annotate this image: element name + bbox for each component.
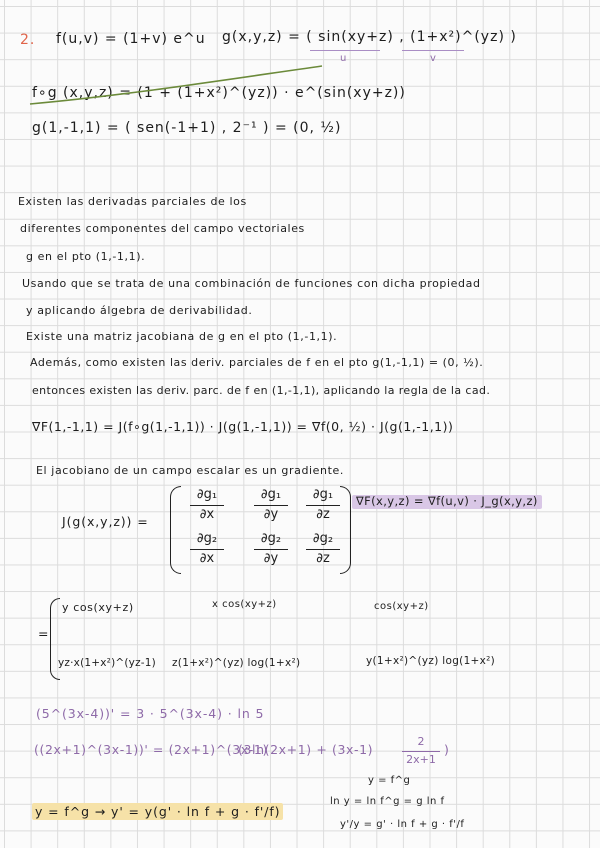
text-line-2: diferentes componentes del campo vectoriales xyxy=(20,222,305,235)
highlighted-log-derivative: y = f^g → y' = y(g' · ln f + g · f'/f) xyxy=(32,803,283,820)
purple-derivative-2a: ((2x+1)^(3x-1))' = (2x+1)^(3x-1) xyxy=(34,742,268,757)
text-line-8: entonces existen las deriv. parc. de f en (1,-1,1), aplicando la regla de la cad. xyxy=(32,384,491,397)
partial-g1-z: ∂g₁ ∂z xyxy=(306,488,340,523)
text-line-4: Usando que se trata de una combinación de funciones con dicha propiedad xyxy=(22,277,481,290)
matrix-cell-1-2: x cos(xy+z) xyxy=(212,599,277,610)
partial-g2-x: ∂g₂ ∂x xyxy=(190,532,224,567)
matrix-right-paren xyxy=(340,486,351,574)
matrix-cell-2-2: z(1+x²)^(yz) log(1+x²) xyxy=(172,657,301,669)
g-evaluation-line: g(1,-1,1) = ( sen(-1+1) , 2⁻¹ ) = (0, ½) xyxy=(32,120,342,136)
text-line-6: Existe una matriz jacobiana de g en el pto (1,-1,1). xyxy=(26,330,338,343)
matrix-equals: = xyxy=(38,626,50,641)
matrix-left-paren xyxy=(170,486,181,574)
composition-line: f∘g (x,y,z) = (1 + (1+x²)^(yz)) · e^(sin(xy+z)) xyxy=(32,85,406,101)
matrix-cell-1-1: y cos(xy+z) xyxy=(62,601,134,614)
partial-g2-z: ∂g₂ ∂z xyxy=(306,532,340,567)
purple-derivative-1: (5^(3x-4))' = 3 · 5^(3x-4) · ln 5 xyxy=(36,706,265,721)
text-line-7: Además, como existen las deriv. parciales de f en el pto g(1,-1,1) = (0, ½). xyxy=(30,356,484,369)
log-derivative-step-1: y = f^g xyxy=(368,775,411,786)
purple-close-paren: ) xyxy=(444,742,450,757)
label-v: v xyxy=(430,53,437,64)
item-number: 2. xyxy=(20,32,36,48)
label-u: u xyxy=(340,53,347,64)
highlighted-gradient-formula: ∇F(x,y,z) = ∇f(u,v) · J_g(x,y,z) xyxy=(352,495,542,509)
log-derivative-result xyxy=(32,806,283,819)
function-g-definition: g(x,y,z) = ( sin(xy+z) , (1+x²)^(yz) ) xyxy=(222,29,517,45)
partial-g1-y: ∂g₁ ∂y xyxy=(254,488,288,523)
matrix-cell-2-3: y(1+x²)^(yz) log(1+x²) xyxy=(366,655,496,667)
jacobian-lhs: J(g(x,y,z)) = xyxy=(62,514,149,529)
text-line-1: Existen las derivadas parciales de los xyxy=(18,195,247,208)
text-line-3: g en el pto (1,-1,1). xyxy=(26,250,146,263)
matrix-cell-1-3: cos(xy+z) xyxy=(374,601,429,612)
purple-derivative-2b: (3ln(2x+1) + (3x-1) xyxy=(238,742,374,757)
partial-g2-y: ∂g₂ ∂y xyxy=(254,532,288,567)
log-derivative-step-3: y'/y = g' · ln f + g · f'/f xyxy=(340,819,465,830)
text-line-5: y aplicando álgebra de derivabilidad. xyxy=(26,304,253,317)
partial-g1-x: ∂g₁ ∂x xyxy=(190,488,224,523)
jacobian-note: El jacobiano de un campo escalar es un gradiente. xyxy=(36,464,344,477)
function-f-definition: f(u,v) = (1+v) e^u xyxy=(56,31,206,47)
log-derivative-step-2: ln y = ln f^g = g ln f xyxy=(330,796,445,807)
purple-fraction: 2 2x+1 xyxy=(402,736,440,766)
matrix-cell-2-1: yz·x(1+x²)^(yz-1) xyxy=(58,657,156,669)
chain-rule-line: ∇F(1,-1,1) = J(f∘g(1,-1,1)) · J(g(1,-1,1)) = ∇f(0, ½) · J(g(1,-1,1)) xyxy=(32,419,454,434)
